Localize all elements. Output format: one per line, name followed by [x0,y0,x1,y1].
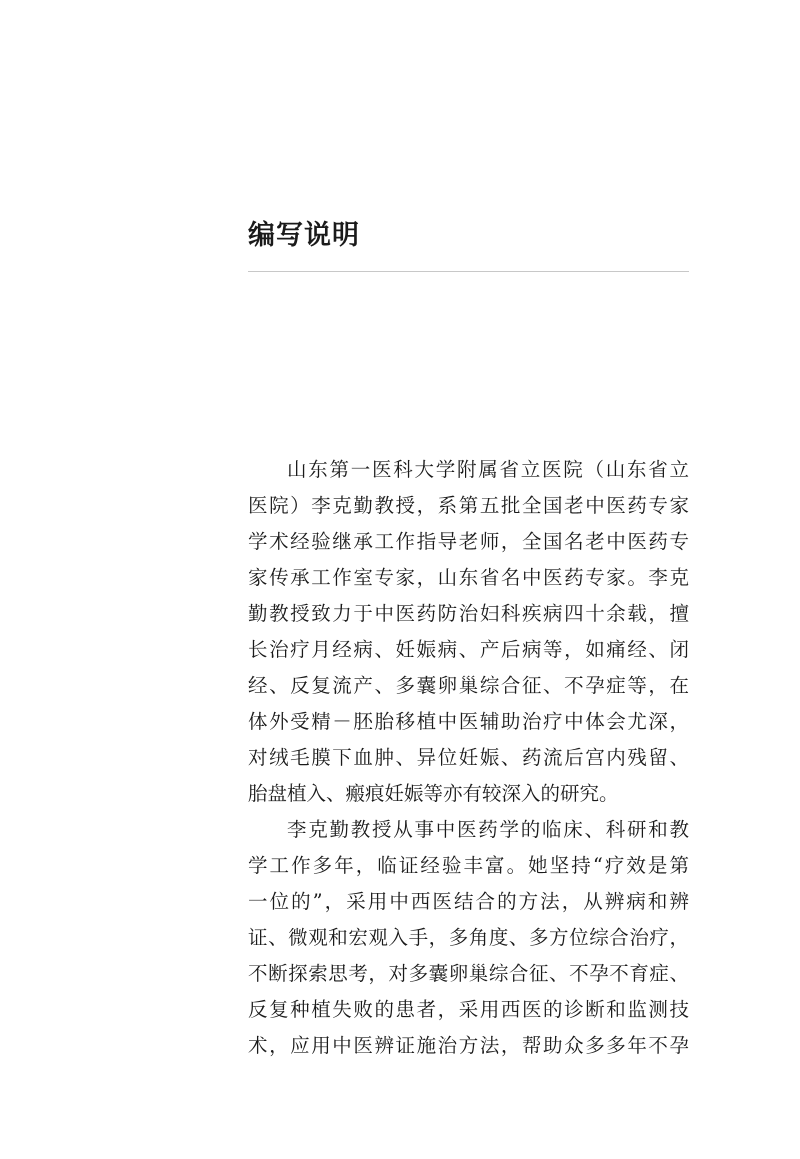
paragraph-2-line-3: 一位的”，采用中西医结合的方法，从辨病和辨 [248,890,689,913]
paragraph-1-line-4: 家传承工作室专家，山东省名中医药专家。李克 [248,566,689,589]
paragraph-1-line-8: 体外受精－胚胎移植中医辅助治疗中体会尤深， [248,710,689,733]
paragraph-1-line-6: 长治疗月经病、妊娠病、产后病等，如痛经、闭 [248,638,689,661]
paragraph-2-line-2: 学工作多年，临证经验丰富。她坚持“疗效是第 [248,854,689,877]
paragraph-1-line-10: 胎盘植入、瘢痕妊娠等亦有较深入的研究。 [248,782,619,805]
paragraph-1-line-2: 医院）李克勤教授，系第五批全国老中医药专家 [248,494,689,517]
paragraph-1-line-7: 经、反复流产、多囊卵巢综合征、不孕症等，在 [248,674,689,697]
paragraph-2-line-5: 不断探索思考，对多囊卵巢综合征、不孕不育症、 [248,962,689,985]
page-title: 编写说明 [248,220,360,251]
body-text [248,452,689,1064]
paragraph-1-line-9: 对绒毛膜下血肿、异位妊娠、药流后宫内残留、 [248,746,689,769]
paragraph-1-line-1: 山东第一医科大学附属省立医院（山东省立 [287,458,689,481]
paragraph-2-line-4: 证、微观和宏观入手，多角度、多方位综合治疗， [248,926,689,949]
paragraph-1-line-5: 勤教授致力于中医药防治妇科疾病四十余载，擅 [248,602,689,625]
paragraph-2-line-7: 术，应用中医辨证施治方法，帮助众多多年不孕 [248,1034,689,1057]
title-divider [248,271,689,272]
paragraph-2-line-1: 李克勤教授从事中医药学的临床、科研和教 [287,818,689,841]
paragraph-1-line-3: 学术经验继承工作指导老师，全国名老中医药专 [248,530,689,553]
paragraph-2-line-6: 反复种植失败的患者，采用西医的诊断和监测技 [248,998,689,1021]
